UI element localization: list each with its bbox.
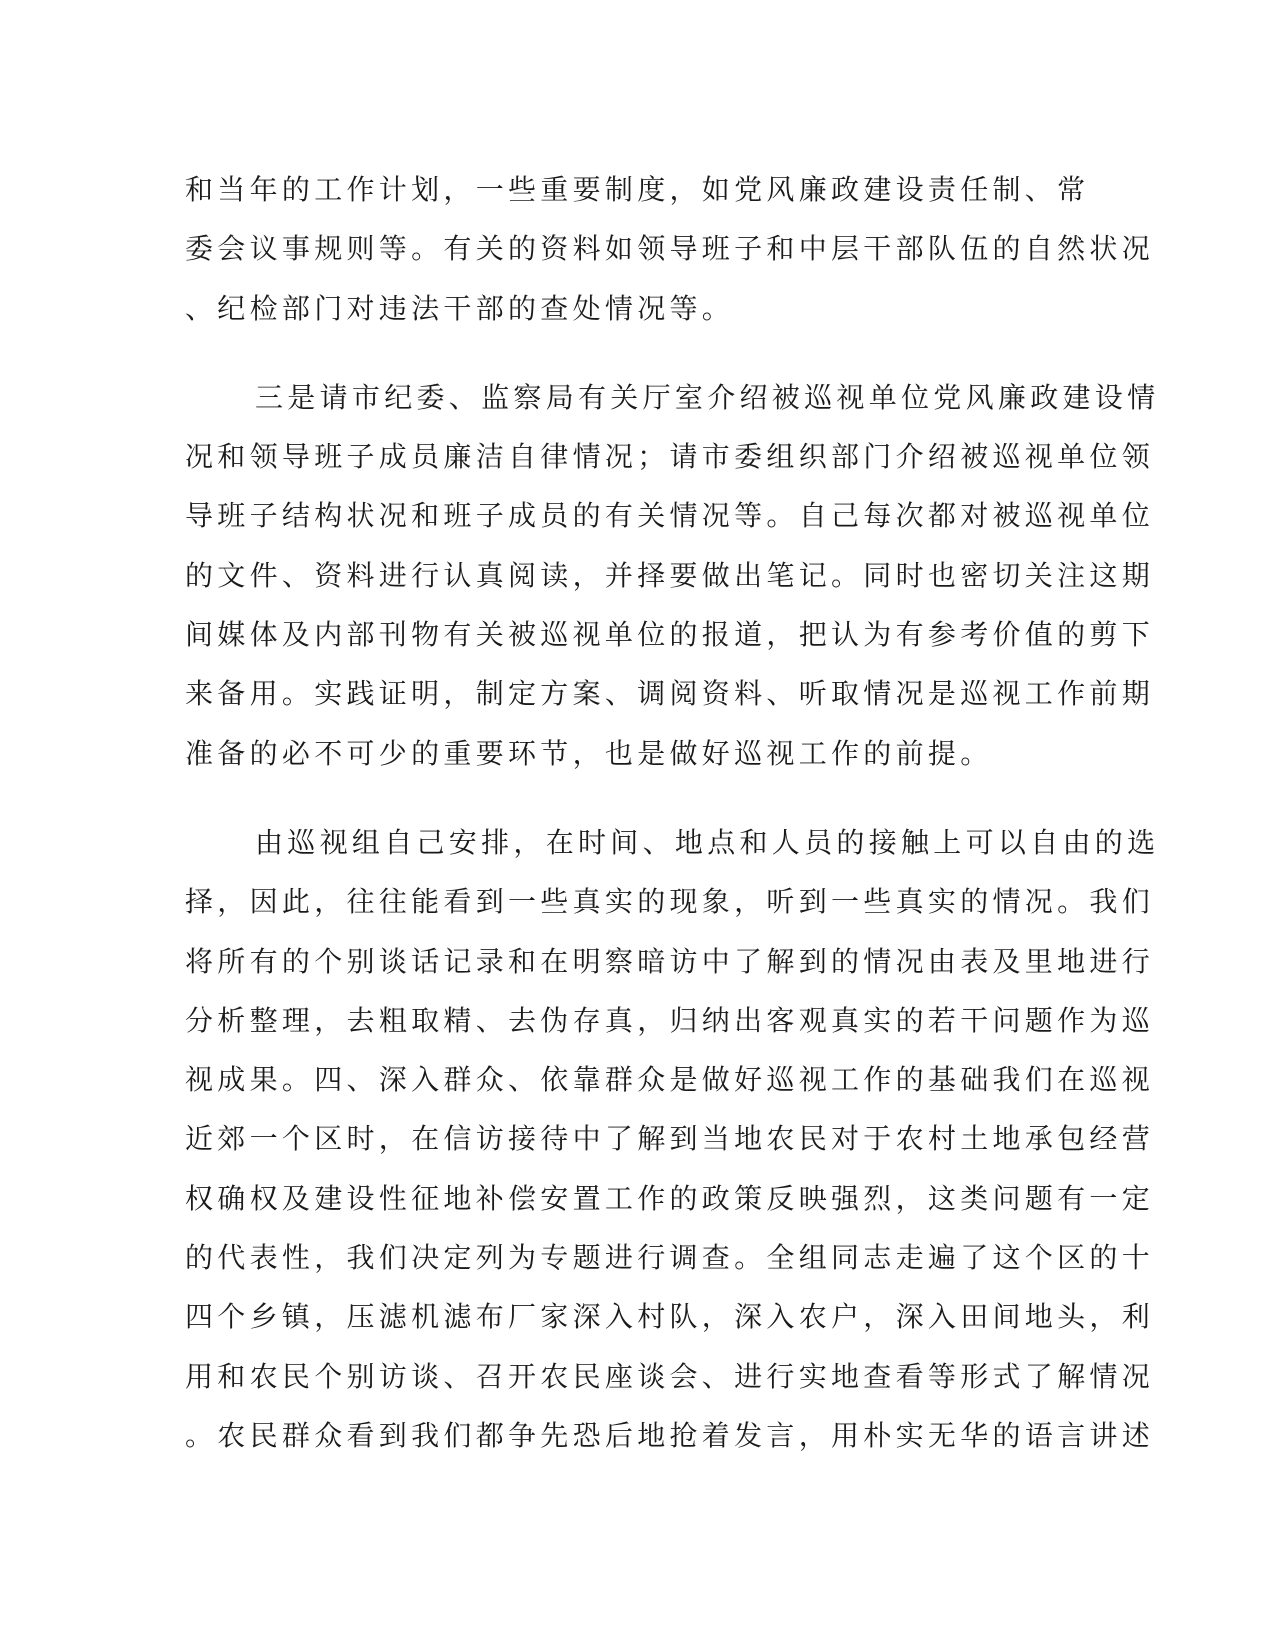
text-line: 由巡视组自己安排，在时间、地点和人员的接触上可以自由的选 bbox=[255, 825, 1160, 859]
text-line: 和当年的工作计划，一些重要制度，如党风廉政建设责任制、常 bbox=[185, 173, 1090, 206]
text-line: 择，因此，往往能看到一些真实的现象，听到一些真实的情况。我们 bbox=[185, 885, 1155, 919]
text-line: 的代表性，我们决定列为专题进行调查。全组同志走遍了这个区的十 bbox=[185, 1241, 1155, 1275]
text-line: 用和农民个别访谈、召开农民座谈会、进行实地查看等形式了解情况 bbox=[185, 1359, 1155, 1393]
text-line: 。农民群众看到我们都争先恐后地抢着发言，用朴实无华的语言讲述 bbox=[185, 1418, 1155, 1452]
text-line: 间媒体及内部刊物有关被巡视单位的报道，把认为有参考价值的剪下 bbox=[185, 618, 1155, 652]
text-line: 委会议事规则等。有关的资料如领导班子和中层干部队伍的自然状况 bbox=[185, 232, 1155, 266]
paragraph-spacer bbox=[185, 338, 1065, 368]
text-line: 视成果。四、深入群众、依靠群众是做好巡视工作的基础我们在巡视 bbox=[185, 1063, 1155, 1097]
text-line: 将所有的个别谈话记录和在明察暗访中了解到的情况由表及里地进行 bbox=[185, 944, 1155, 978]
text-line: 分析整理，去粗取精、去伪存真，归纳出客观真实的若干问题作为巡 bbox=[185, 1003, 1155, 1037]
paragraph-3 bbox=[185, 813, 1160, 1465]
text-line: 、纪检部门对违法干部的查处情况等。 bbox=[185, 291, 735, 325]
text-line: 权确权及建设性征地补偿安置工作的政策反映强烈，这类问题有一定 bbox=[185, 1181, 1155, 1215]
text-line: 近郊一个区时，在信访接待中了解到当地农民对于农村土地承包经营 bbox=[185, 1122, 1155, 1156]
text-line: 三是请市纪委、监察局有关厅室介绍被巡视单位党风廉政建设情 bbox=[255, 380, 1160, 414]
text-line: 况和领导班子成员廉洁自律情况；请市委组织部门介绍被巡视单位领 bbox=[185, 440, 1155, 474]
paragraph-2 bbox=[185, 368, 1160, 783]
text-line: 来备用。实践证明，制定方案、调阅资料、听取情况是巡视工作前期 bbox=[185, 677, 1155, 711]
text-line: 四个乡镇，压滤机滤布厂家深入村队，深入农户，深入田间地头，利 bbox=[185, 1300, 1155, 1334]
text-line: 导班子结构状况和班子成员的有关情况等。自己每次都对被巡视单位 bbox=[185, 499, 1155, 533]
body-text bbox=[185, 160, 1160, 1465]
text-line: 准备的必不可少的重要环节，也是做好巡视工作的前提。 bbox=[185, 736, 993, 770]
text-line: 的文件、资料进行认真阅读，并择要做出笔记。同时也密切关注这期 bbox=[185, 558, 1155, 592]
paragraph-spacer bbox=[185, 783, 1065, 813]
paragraph-1 bbox=[185, 160, 1155, 338]
